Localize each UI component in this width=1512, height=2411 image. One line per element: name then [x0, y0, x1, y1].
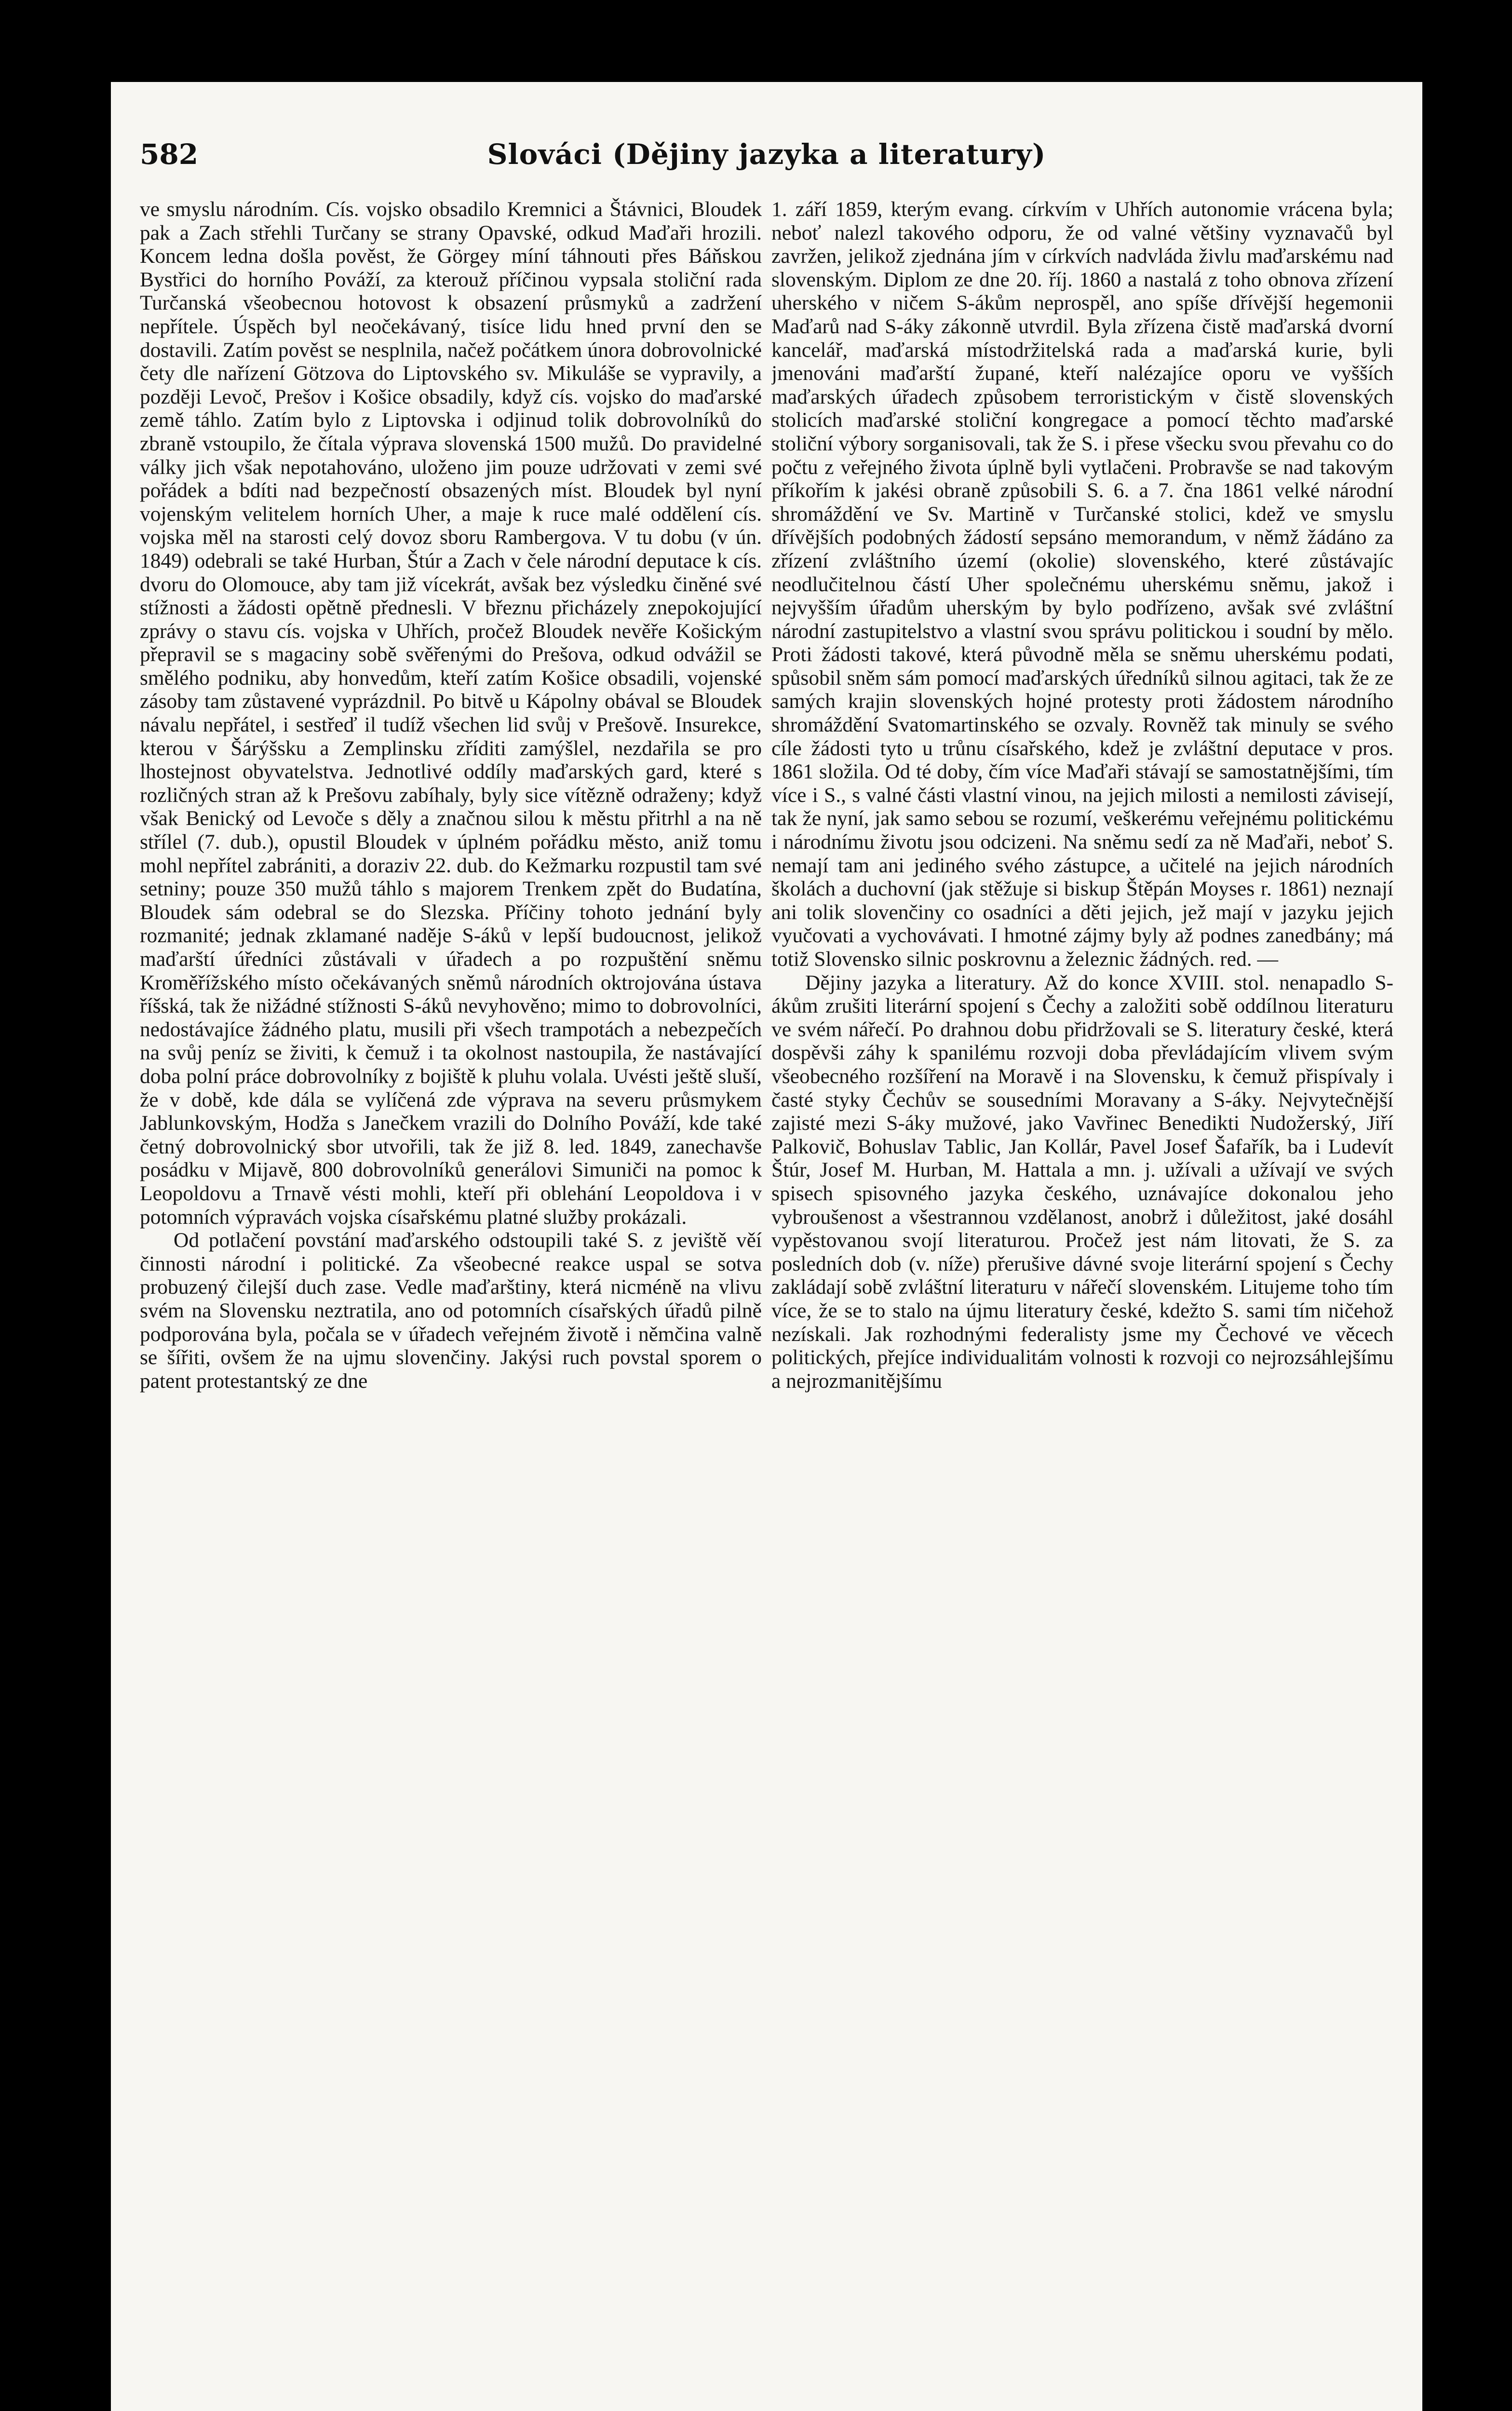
paragraph: 1. září 1859, kterým evang. církvím v Uhřích autonomie vrácena byla; neboť nalezl takového odporu, že od valné většiny vyznavačů byl zavržen, jelikož zjednána jím v církvích nadvláda živlu maďarskému nad slovenským. Diplom ze dne 20. říj. 1860 a nastalá z toho obnova zřízení uherského v ničem S-ákům neprospěl, ano spíše dřívější hegemonii Maďarů nad S-áky zákonně utvrdil. Byla zřízena čistě maďarská dvorní kancelář, maďarská místodržitelská rada a maďarská kurie, byli jmenováni maďarští župané, kteří nalézajíce oporu ve vyšších maďarských úřadech způsobem terroristickým v čistě slovenských stolicích maďarské stoliční kongregace a pomocí těchto maďarské stoliční výbory sorganisovali, tak že S. i přese všecku svou převahu co do počtu z veřejného života úplně byli vytlačeni. Probravše se nad takovým příkořím k jakési obraně způsobili S. 6. a 7. čna 1861 velké národní shromáždění ve Sv. Martině v Turčanské stolici, kdež ve smyslu dřívějších podobných žádostí sepsáno memorandum, v němž žádáno za zřízení zvláštního území (okolie) slovenského, které zůstávajíc neodlučitelnou částí Uher společnému uherskému sněmu, jakož i nejvyšším úřadům uherským by bylo podřízeno, avšak své zvláštní národní zastupitelstvo a vlastní svou správu politickou i soudní by mělo. Proti žádosti takové, která původně měla se sněmu uherskému podati, spůsobil sněm sám pomocí maďarských úředníků silnou agitaci, tak že ze samých krajin slovenských hojné protesty proti žádostem národního shromáždění Svatomartinského se ozvaly. Rovněž tak minuly se svého cíle žádosti tyto u trůnu císařského, kdež je zvláštní deputace v pros. 1861 složila. Od té doby, čím více Maďaři stávají se samostatnějšími, tím více i S., s valné části vlastní vinou, na jejich milosti a nemilosti závisejí, tak že nyní, jak samo sebou se rozumí, veškerému veřejnému politickému i národnímu životu jsou odcizeni. Na sněmu sedí za ně Maďaři, neboť S. nemají tam ani jediného svého zástupce, a učitelé na jejich národních školách a duchovní (jak stěžuje si biskup Štěpán Moyses r. 1861) neznají ani tolik slovenčiny co osadníci a děti jejich, jež mají v jazyku jejich vyučovati a vychovávati. I hmotné zájmy byly až podnes zanedbány; má totiž Slovensko silnic poskrovnu a železnic žádných. red. —: [771, 198, 1393, 971]
right-column: [771, 198, 1393, 2382]
section-paragraph: Dějiny jazyka a literatury. Až do konce XVIII. stol. nenapadlo S-ákům zrušiti literární spojení s Čechy a založiti sobě oddílnou literaturu ve svém nářečí. Po drahnou dobu přidržovali se S. literatury české, která dospěvši záhy k spanilému rozvoji doba převládajícím vlivem svým všeobecného rozšíření na Moravě i na Slovensku, k čemuž přispívaly i časté styky Čechův se sousedními Moravany a S-áky. Nejvytečnější zajisté mezi S-áky mužové, jako Vavřinec Benedikti Nudožerský, Jiří Palkovič, Bohuslav Tablic, Jan Kollár, Pavel Josef Šafařík, ba i Ludevít Štúr, Josef M. Hurban, M. Hattala a mn. j. užívali a užívají ve svých spisech spisovného jazyka českého, uznávajíce dokonalou jeho vybroušenost a všestrannou vzdělanost, anobrž i důležitost, jaké dosáhl vypěstovanou svojí literaturou. Pročež jest nám litovati, že S. za posledních dob (v. níže) přerušive dávné svoje literární spojení s Čechy zakládají sobě zvláštní literaturu v nářečí slovenském. Litujeme toho tím více, že se to stalo na újmu literatury české, kdežto S. sami tím ničehož nezískali. Jak rozhodnými federalisty jsme my Čechové ve věcech politických, přejíce individualitám volnosti k rozvoji co nejrozsáhlejšímu a nejrozmanitějšímu: [771, 971, 1393, 1393]
book-page: [111, 82, 1422, 2411]
running-title: Slováci (Dějiny jazyka a literatury): [487, 138, 1046, 171]
paragraph: Od potlačení povstání maďarského odstoupili také S. z jeviště věí činnosti národní i politické. Za všeobecné reakce uspal se sotva probuzený čilejší duch zase. Vedle maďarštiny, která nicméně na vlivu svém na Slovensku neztratila, ano od potomních císařských úřadů pilně podporována byla, počala se v úřadech veřejném životě i němčina valně se šířiti, ovšem že na ujmu slovenčiny. Jakýsi ruch povstal sporem o patent protestantský ze dne: [140, 1229, 762, 1393]
text-columns: [140, 198, 1393, 2382]
page-header: [140, 128, 1393, 181]
page-number: 582: [140, 138, 199, 171]
paragraph: ve smyslu národním. Cís. vojsko obsadilo Kremnici a Štávnici, Bloudek pak a Zach střehli Turčany se strany Opavské, odkud Maďaři hrozili. Koncem ledna došla pověst, že Görgey míní táhnouti přes Báňskou Bystřici do horního Pováží, za kterouž příčinou vypsala stoliční rada Turčanská všeobecnou hotovost k obsazení průsmyků a zadržení nepřítele. Úspěch byl neočekávaný, tisíce lidu hned první den se dostavili. Zatím pověst se nesplnila, načež počátkem února dobrovolnické čety dle nařízení Götzova do Liptovského sv. Mikuláše se vypravily, a později Levoč, Prešov i Košice obsadily, když cís. vojsko do maďarské země táhlo. Zatím bylo z Liptovska i odjinud tolik dobrovolníků do zbraně vstoupilo, že čítala výprava slovenská 1500 mužů. Do pravidelné války jich však nepotahováno, uloženo jim pouze udržovati v zemi své pořádek a bdíti nad bezpečností obsazených míst. Bloudek byl nyní vojenským velitelem horních Uher, a maje k ruce malé oddělení cís. vojska měl na starosti celý dovoz sboru Rambergova. V tu dobu (v ún. 1849) odebrali se také Hurban, Štúr a Zach v čele národní deputace k cís. dvoru do Olomouce, aby tam již vícekrát, avšak bez výsledku činěné své stížnosti a žádosti opětně přednesli. V březnu přicházely znepokojující zprávy o stavu cís. vojska v Uhřích, pročež Bloudek nevěře Košickým přepravil se s magaciny sobě svěřenými do Prešova, odkud odvážil se smělého podniku, aby honvedům, kteří zatím Košice obsadili, vojenské zásoby tam zůstavené vyprázdnil. Po bitvě u Kápolny obával se Bloudek návalu nepřátel, i sestřeď il tudíž všechen lid svůj v Prešově. Insurekce, kterou v Šárýšsku a Zemplinsku zříditi zamýšlel, nezdařila se pro lhostejnost obyvatelstva. Jednotlivé oddíly maďarských gard, které s rozličných stran až k Prešovu zabíhaly, byly sice vítězně odraženy; když však Benický od Levoče s děly a značnou silou k městu přitrhl a na ně střílel (7. dub.), opustil Bloudek v úplném pořádku město, aniž tomu mohl nepřítel zabrániti, a doraziv 22. dub. do Kežmarku rozpustil tam své setniny; pouze 350 mužů táhlo s majorem Trenkem zpět do Budatína, Bloudek sám odebral se do Slezska. Příčiny tohoto jednání byly rozmanité; jednak zklamané naděje S-áků v lepší budoucnost, jelikož maďarští úředníci zůstávali v úřadech a po rozpuštění sněmu Kroměřížského místo očekávaných sněmů národních oktrojována ústava říšská, tak že nižádné stížnosti S-áků nevyhověno; mimo to dobrovolníci, nedostávajíce žádného platu, musili při všech trampotách a nebezpečích na svůj peníz se živiti, k čemuž i ta okolnost nastoupila, že nastávající doba polní práce dobrovolníky z bojiště k pluhu volala. Uvésti ještě sluší, že v době, kde dála se vylíčená zde výprava na severu průsmykem Jablunkovským, Hodža s Janečkem vrazili do Dolního Pováží, kde také četný dobrovolnický sbor utvořili, tak že již 8. led. 1849, zanechavše posádku v Mijavě, 800 dobrovolníků generálovi Simuniči na pomoc k Leopoldovu a Trnavě vésti mohli, kteří při oblehání Leopoldova i v potomních výpravách vojska císařskému platné služby prokázali.: [140, 198, 762, 1229]
left-column: [140, 198, 762, 2382]
